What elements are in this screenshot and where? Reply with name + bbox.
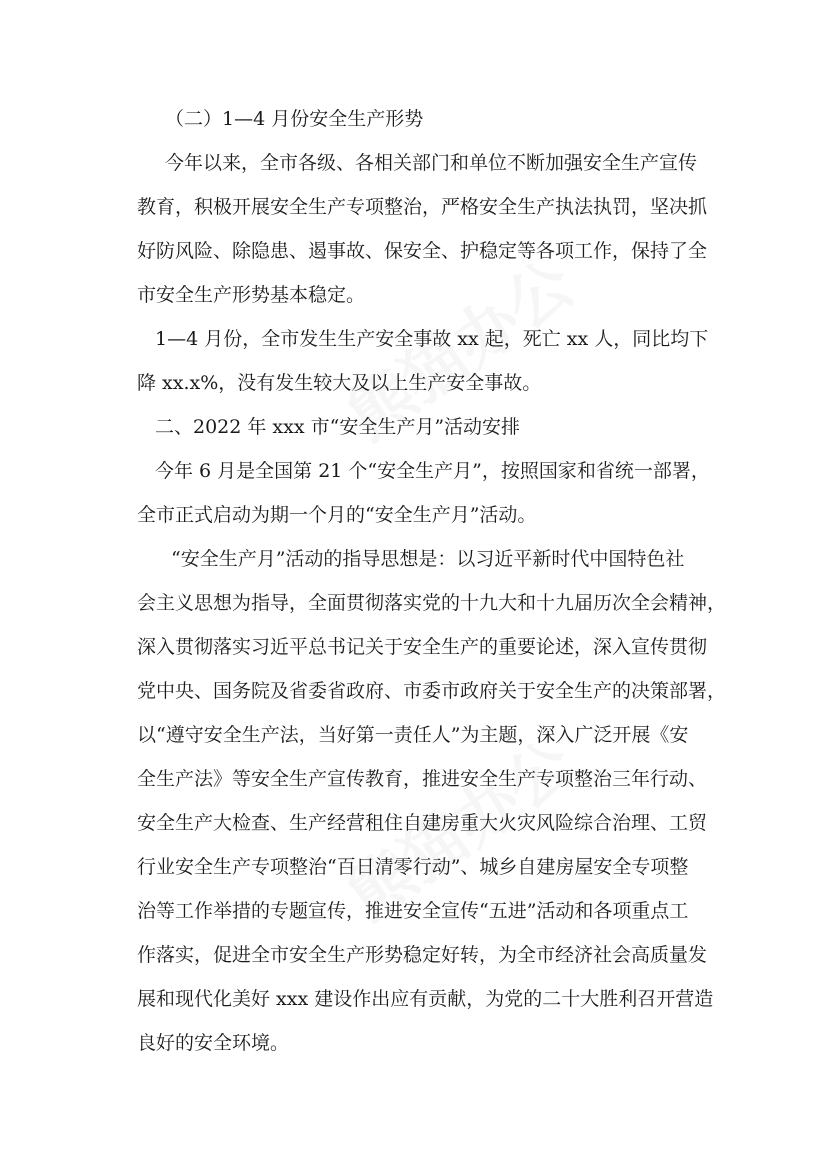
paragraph-4-line-12: 良好的安全环境。 [137, 1032, 290, 1054]
paragraph-1-line-2: 教育，积极开展安全生产专项整治，严格安全生产执法执罚，坚决抓 [137, 196, 708, 218]
section-heading-2: 二、2022 年 xxx 市“安全生产月”活动安排 [155, 416, 521, 438]
paragraph-1-line-3: 好防风险、除隐患、遏事故、保安全、护稳定等各项工作，保持了全 [137, 240, 708, 262]
paragraph-2-line-2: 降 xx.x%，没有发生较大及以上生产安全事故。 [137, 372, 542, 394]
paragraph-1-line-4: 市安全生产形势基本稳定。 [137, 284, 366, 306]
paragraph-3-line-2: 全市正式启动为期一个月的“安全生产月”活动。 [137, 504, 537, 526]
paragraph-4-line-9: 治等工作举措的专题宣传，推进安全宣传“五进”活动和各项重点工 [137, 900, 689, 922]
paragraph-4-line-1: “安全生产月”活动的指导思想是：以习近平新时代中国特色社 [171, 548, 685, 570]
paragraph-4-line-6: 全生产法》等安全生产宣传教育，推进安全生产专项整治三年行动、 [137, 768, 708, 790]
paragraph-4-line-3: 深入贯彻落实习近平总书记关于安全生产的重要论述，深入宣传贯彻 [137, 636, 708, 658]
paragraph-4-line-10: 作落实，促进全市安全生产形势稳定好转，为全市经济社会高质量发 [137, 944, 708, 966]
paragraph-4-line-8: 行业安全生产专项整治“百日清零行动”、城乡自建房屋安全专项整 [137, 856, 689, 878]
paragraph-4-line-5: 以“遵守安全生产法，当好第一责任人”为主题，深入广泛开展《安 [137, 724, 689, 746]
paragraph-4-line-4: 党中央、国务院及省委省政府、市委市政府关于安全生产的决策部署， [137, 680, 727, 702]
paragraph-2-line-1: 1—4 月份，全市发生生产安全事故 xx 起，死亡 xx 人，同比均下 [155, 328, 709, 350]
paragraph-4-line-2: 会主义思想为指导，全面贯彻落实党的十九大和十九届历次全会精神， [137, 592, 727, 614]
paragraph-3-line-1: 今年 6 月是全国第 21 个“安全生产月”，按照国家和省统一部署， [155, 460, 710, 482]
paragraph-1-line-1: 今年以来，全市各级、各相关部门和单位不断加强安全生产宣传 [165, 152, 698, 174]
paragraph-4-line-11: 展和现代化美好 xxx 建设作出应有贡献，为党的二十大胜利召开营造 [137, 988, 714, 1010]
section-heading-1: （二）1—4 月份安全生产形势 [165, 108, 424, 130]
paragraph-4-line-7: 安全生产大检查、生产经营租住自建房重大火灾风险综合治理、工贸 [137, 812, 708, 834]
